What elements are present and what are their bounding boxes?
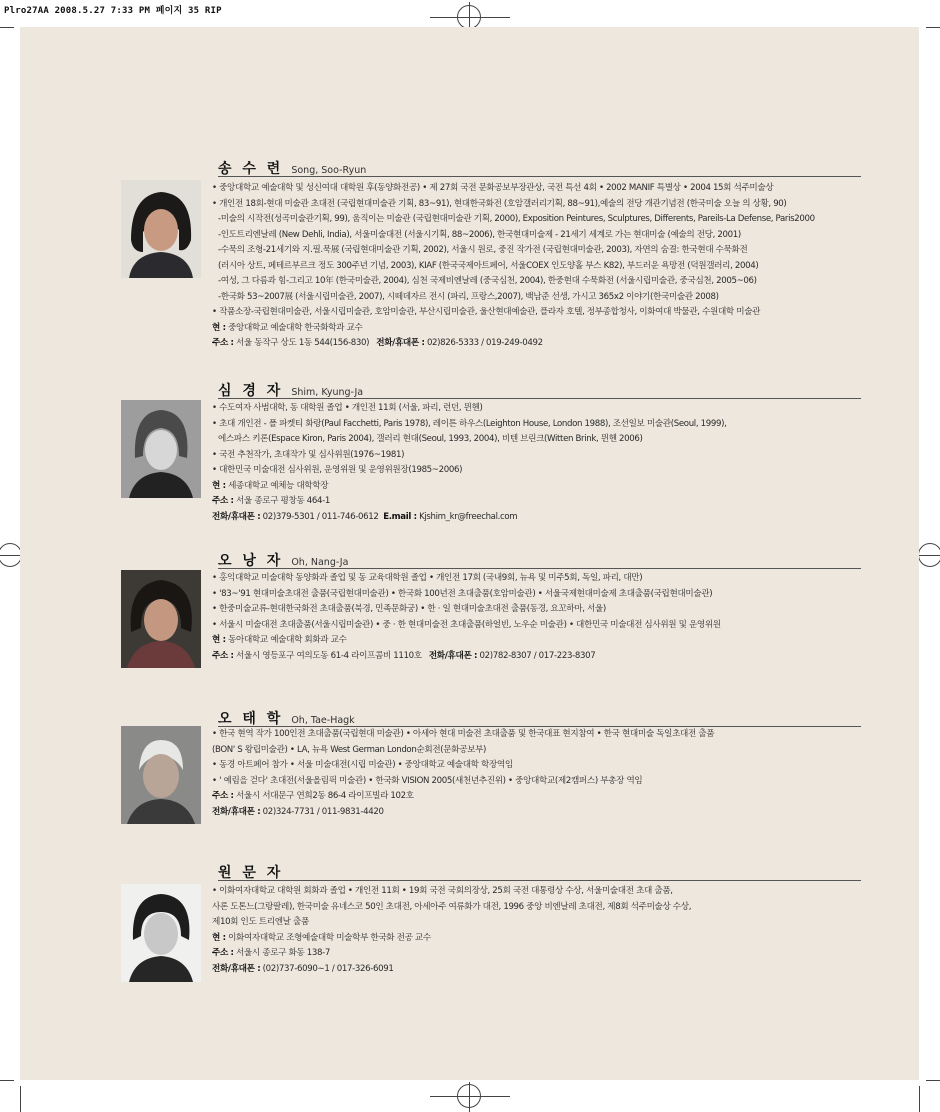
phone-label: 전화/휴대폰 :: [212, 511, 261, 522]
crop-mark: [0, 1080, 14, 1081]
registration-mark-icon: [457, 1084, 481, 1108]
current-position: [212, 321, 861, 337]
crop-mark: [20, 1086, 21, 1112]
contact-line: [212, 962, 861, 978]
bio-line: -인도트리엔날레 (New Dehli, India), 서울미술대전 (서울시기획, 88~2006), 한국현대미술제 - 21세기 세계로 가는 현대미술 (예술의 전당, 2001): [218, 229, 741, 240]
address-label: 주소 :: [212, 948, 234, 958]
artist-name-korean: 원 문 자: [218, 865, 284, 881]
artist-name-english: Oh, Tae-Hagk: [291, 715, 355, 726]
bio-line: • 개인전 18회-현대 미술관 초대전 (국립현대미술관 기획, 83~91), 현대한국화전 (호암갤러리기획, 88~91),예술의 전당 개관기념전 (한국미술 오늘 의 상황, 90): [212, 198, 787, 209]
registration-mark-icon: [918, 543, 940, 567]
address-value: 서울시 서대문구 연희2동 86-4 라이프빌라 102호: [236, 791, 414, 801]
address-label: 주소 :: [212, 791, 234, 801]
bio-line: • 한국 현역 작가 100인전 초대출품(국립현대 미술관) • 아세아 현대 미술전 초대출품 및 한국대표 현지참여 • 한국 현대미술 독일초대전 출품: [212, 729, 715, 739]
artist-name-english: Shim, Kyung-Ja: [291, 387, 364, 398]
address-label: 주소 :: [212, 338, 234, 348]
artist-name-bar: [218, 158, 861, 177]
crop-mark: [926, 27, 940, 28]
bio-line: • 국전 추천작가, 초대작가 및 심사위원(1976~1981): [212, 449, 405, 460]
artist-portrait: [121, 400, 201, 498]
artist-bio: [212, 401, 861, 525]
artist-name-korean: 오 태 학: [218, 711, 284, 727]
bio-line: • 홍익대학교 미술대학 동양화과 졸업 및 동 교육대학원 졸업 • 개인전 17회 (국내9회, 뉴욕 및 미주5회, 독일, 파리, 대만): [212, 573, 643, 583]
current-value: 세종대학교 예체능 대학학장: [228, 480, 329, 491]
email-label: E.mail :: [383, 511, 417, 522]
phone-value: 02)324-7731 / 011-9831-4420: [262, 806, 384, 817]
contact-line: [212, 649, 861, 665]
crop-mark: [0, 27, 14, 28]
artist-bio: [212, 571, 861, 664]
address-value: 서울 종로구 평창동 464-1: [236, 496, 331, 506]
artist-portrait: [121, 180, 201, 278]
bio-line: 에스파스 키론(Espace Kiron, Paris 2004), 갤러리 현대(Seoul, 1993, 2004), 비텐 브린크(Witten Brink, 뮌헨 2006): [218, 434, 643, 444]
phone-label: 전화/휴대폰 :: [212, 963, 261, 974]
artist-name-bar: [218, 708, 861, 727]
portrait-photo: [121, 570, 201, 668]
bio-line: • 작품소장-국립현대미술관, 서울시립미술관, 호암미술관, 부산시립미술관, 울산현대예술관, 플라자 호텔, 정부종합청사, 이화여대 박물관, 수원대학 미술관: [212, 307, 761, 317]
email-value: Kjshim_kr@freechal.com: [419, 511, 518, 522]
bio-line: • ' 예림을 걷다' 초대전(서울올림픽 미술관) • 한국화 VISION 2005(새천년추진위) • 중앙대학교(제2캠퍼스) 부총장 역임: [212, 775, 643, 786]
address-line: [212, 494, 861, 510]
artist-name-korean: 심 경 자: [218, 383, 284, 399]
current-value: 동아대학교 예술대학 회화과 교수: [228, 635, 347, 645]
artist-name-bar: [218, 550, 861, 569]
bio-line: -미술의 시작전(성곡미술관기획, 99), 움직이는 미술관 (국립현대미술관 기획, 2000), Exposition Peintures, Sculptures, Differents, Pareils-La Defense, Paris2000: [218, 214, 815, 224]
current-label: 현 :: [212, 322, 226, 333]
artist-name-english: Oh, Nang-Ja: [291, 557, 349, 568]
phone-label: 전화/휴대폰 :: [376, 338, 425, 348]
artist-entry: [121, 708, 861, 838]
artist-entry: [121, 550, 861, 680]
artist-name-korean: 오 낭 자: [218, 553, 284, 569]
phone-value: (02)737-6090∼1 / 017-326-6091: [262, 963, 394, 974]
portrait-photo: [121, 400, 201, 498]
contact-line: [212, 805, 861, 821]
address-value: 서울 동작구 상도 1동 544(156-830): [236, 338, 370, 348]
crop-mark: [919, 1086, 920, 1112]
current-value: 이화여자대학교 조형예술대학 미술학부 한국화 전공 교수: [228, 932, 431, 943]
bio-line: -한국화 53~2007展 (서울시립미술관, 2007), 시떼데자르 전시 (파리, 프랑스,2007), 백남준 선생, 가시고 365x2 이야기(한국미술관 2008): [218, 291, 719, 302]
current-label: 현 :: [212, 932, 226, 943]
artist-name-bar: [218, 380, 861, 399]
bio-line: • 동경 아트페어 참가 • 서울 미술대전(시립 미술관) • 중앙대학교 예술대학 학장역임: [212, 760, 513, 770]
current-position: [212, 479, 861, 495]
current-label: 현 :: [212, 635, 226, 645]
bio-line: -여성, 그 다름과 힘-그리고 10年 (한국미술관, 2004), 심천 국제비엔날레 (중국심천, 2004), 한중현대 수묵화전 (서울시립미술관, 중국심천, 2005~06): [218, 276, 757, 286]
address-label: 주소 :: [212, 650, 234, 661]
current-label: 현 :: [212, 480, 226, 491]
bio-line: • 초대 개인전 - 폴 파켓티 화랑(Paul Facchetti, Paris 1978), 레이튼 하우스(Leighton House, London 1988), 조선일보 미술관(Seoul, 1999),: [212, 418, 727, 429]
address-value: 서울시 영등포구 여의도동 61-4 라이프콤비 1110호: [236, 650, 422, 661]
bio-line: • 중앙대학교 예술대학 및 성신여대 대학원 후(동양화전공) • 제 27회 국전 문화공보부장관상, 국전 특선 4회 • 2002 MANIF 특별상 • 2004 15회 석주미술상: [212, 183, 774, 193]
contact-line: [212, 510, 861, 526]
registration-mark-icon: [0, 543, 22, 567]
address-line: [212, 946, 861, 962]
artist-name-english: Song, Soo-Ryun: [291, 165, 367, 176]
bio-line: 사론 도톤느(그랑팔레), 한국미술 유네스코 50인 초대전, 아세아주 여류화가 대전, 1996 중앙 비엔날레 초대전, 제8회 석주미술상 수상,: [212, 901, 692, 912]
current-value: 중앙대학교 예술대학 한국화학과 교수: [228, 322, 363, 333]
artist-portrait: [121, 726, 201, 824]
bio-line: • 한중미술교류-현대한국화전 초대출품(북경, 민족문화궁) • 한 · 일 현대미술초대전 출품(동경, 요꼬하마, 서울): [212, 604, 606, 614]
print-slug: Plro27AA 2008.5.27 7:33 PM 페이지 35 RIP: [4, 6, 222, 16]
bio-line: (러시아 상트, 페테르부르크 정도 300주년 기념, 2003), KIAF (한국국제아트페어, 서울COEX 인도양홀 부스 K82), 부드러운 욕망전 (덕원갤러리, 2004): [218, 260, 759, 271]
bio-line: • '83~'91 현대미술초대전 출품(국립현대미술관) • 한국화 100년전 초대출품(호암미술관) • 서울국제현대미술제 초대출품(국립현대미술관): [212, 588, 713, 599]
artist-bio: [212, 727, 861, 820]
current-position: [212, 633, 861, 649]
address-line: [212, 789, 861, 805]
phone-value: 02)782-8307 / 017-223-8307: [479, 650, 596, 661]
portrait-photo: [121, 180, 201, 278]
bio-line: • 서울시 미술대전 초대출품(서울시립미술관) • 중 · 한 현대미술전 초대출품(하얼빈, 노우순 미술관) • 대한민국 미술대전 심사위원 및 운영위원: [212, 619, 721, 630]
artist-entry: [121, 158, 861, 358]
phone-label: 전화/휴대폰 :: [428, 650, 478, 661]
address-value: 서울시 종로구 화동 138-7: [236, 948, 331, 958]
bio-line: • 대한민국 미술대전 심사위원, 운영위원 및 운영위원장(1985~2006): [212, 465, 463, 475]
artist-entry: [121, 380, 861, 530]
artist-portrait: [121, 570, 201, 668]
artist-bio: [212, 884, 861, 977]
portrait-photo: [121, 884, 201, 982]
artist-entry: [121, 862, 861, 992]
artist-name-korean: 송 수 련: [218, 161, 284, 177]
bio-line: -수묵의 조형-21세기와 지.필.묵展 (국립현대미술관 기획, 2002), 서울시 원로, 중진 작가전 (국립현대미술관, 2003), 자연의 숨결: 한국현대 수묵화전: [218, 245, 748, 255]
artist-name-bar: [218, 862, 861, 881]
phone-value: 02)826-5333 / 019-249-0492: [426, 338, 543, 348]
bio-line: 제10회 인도 트리엔날 출품: [212, 917, 309, 927]
artist-portrait: [121, 884, 201, 982]
current-position: [212, 931, 861, 947]
bio-line: • 이화여자대학교 대학원 회화과 졸업 • 개인전 11회 • 19회 국전 국회의장상, 25회 국전 대통령상 수상, 서울미술대전 초대 출품,: [212, 886, 673, 896]
phone-value: 02)379-5301 / 011-746-0612: [262, 511, 379, 522]
contact-line: [212, 336, 861, 352]
portrait-photo: [121, 726, 201, 824]
bio-line: • 수도여자 사범대학, 동 대학원 졸업 • 개인전 11회 (서울, 파리, 런던, 뮌헨): [212, 403, 483, 413]
phone-label: 전화/휴대폰 :: [212, 806, 261, 817]
registration-mark-icon: [457, 5, 481, 29]
address-label: 주소 :: [212, 496, 234, 506]
bio-line: (BON' S 왕립미술관) • LA, 뉴욕 West German London순회전(문화공보부): [212, 744, 487, 755]
artist-bio: [212, 181, 861, 352]
crop-mark: [926, 1080, 940, 1081]
